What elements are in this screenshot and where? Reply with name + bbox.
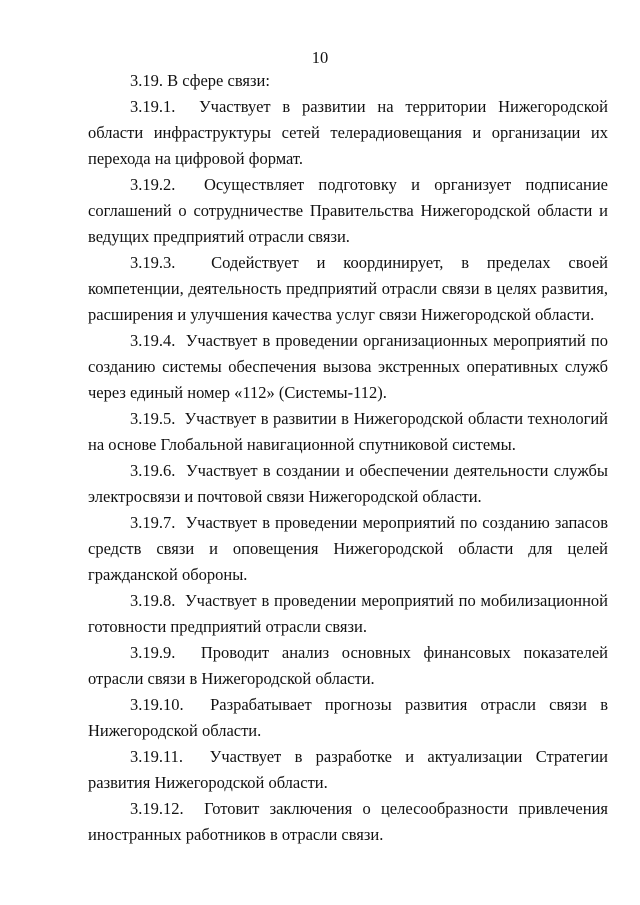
paragraph-text: Участвует в проведении мероприятий по мобилизационной готовности предприятий отрасли связи. — [88, 591, 609, 636]
paragraph-number: 3.19.3. — [130, 253, 176, 272]
paragraph-text: Содействует и координирует, в пределах своей компетенции, деятельность предприятий отрасли связи в целях развития, расширения и улучшения качества услуг связи Нижегородской области. — [88, 253, 608, 324]
section-heading: 3.19. В сфере связи: — [130, 71, 270, 90]
paragraph-number: 3.19.10. — [130, 695, 184, 714]
paragraph-item — [88, 796, 608, 848]
paragraph-item — [88, 406, 608, 458]
paragraph-item — [88, 510, 608, 588]
paragraph-text: Участвует в разработке и актуализации Стратегии развития Нижегородской области. — [88, 747, 608, 792]
paragraph-item — [88, 458, 608, 510]
paragraph-number: 3.19.11. — [130, 747, 184, 766]
paragraph-number: 3.19.1. — [130, 97, 176, 116]
paragraph-number: 3.19.7. — [130, 513, 176, 532]
paragraph-number: 3.19.4. — [130, 331, 176, 350]
paragraph-item — [88, 250, 608, 328]
paragraph-number: 3.19.12. — [130, 799, 184, 818]
paragraph-number: 3.19.9. — [130, 643, 176, 662]
paragraph-text: Участвует в проведении организационных мероприятий по созданию системы обеспечения вызова экстренных оперативных служб через единый номер «112» (Системы-112). — [88, 331, 608, 402]
paragraph-item — [88, 744, 608, 796]
paragraph-list — [88, 94, 608, 848]
paragraph-item — [88, 94, 608, 172]
paragraph-number: 3.19.8. — [130, 591, 176, 610]
paragraph-item — [88, 640, 608, 692]
paragraph-number: 3.19.5. — [130, 409, 176, 428]
paragraph-text: Участвует в развитии в Нижегородской области технологий на основе Глобальной навигационной спутниковой системы. — [88, 409, 609, 454]
paragraph-text: Осуществляет подготовку и организует подписание соглашений о сотрудничестве Правительства Нижегородской области и ведущих предприятий отрасли связи. — [88, 175, 608, 246]
document-body — [88, 68, 608, 848]
paragraph-text: Участвует в развитии на территории Нижегородской области инфраструктуры сетей телерадиовещания и организации их перехода на цифровой формат. — [88, 97, 608, 168]
paragraph-text: Разрабатывает прогнозы развития отрасли связи в Нижегородской области. — [88, 695, 609, 740]
paragraph-text: Участвует в создании и обеспечении деятельности службы электросвязи и почтовой связи Нижегородской области. — [88, 461, 608, 506]
paragraph-item — [88, 172, 608, 250]
paragraph-number: 3.19.6. — [130, 461, 176, 480]
page-number: 10 — [311, 48, 329, 67]
paragraph-item — [88, 328, 608, 406]
paragraph-text: Готовит заключения о целесообразности привлечения иностранных работников в отрасли связи. — [88, 799, 608, 844]
paragraph-text: Проводит анализ основных финансовых показателей отрасли связи в Нижегородской области. — [88, 643, 609, 688]
paragraph-item — [88, 692, 608, 744]
paragraph-item — [88, 588, 608, 640]
paragraph-text: Участвует в проведении мероприятий по созданию запасов средств связи и оповещения Нижегородской области для целей гражданской обороны. — [88, 513, 608, 584]
paragraph-number: 3.19.2. — [130, 175, 176, 194]
